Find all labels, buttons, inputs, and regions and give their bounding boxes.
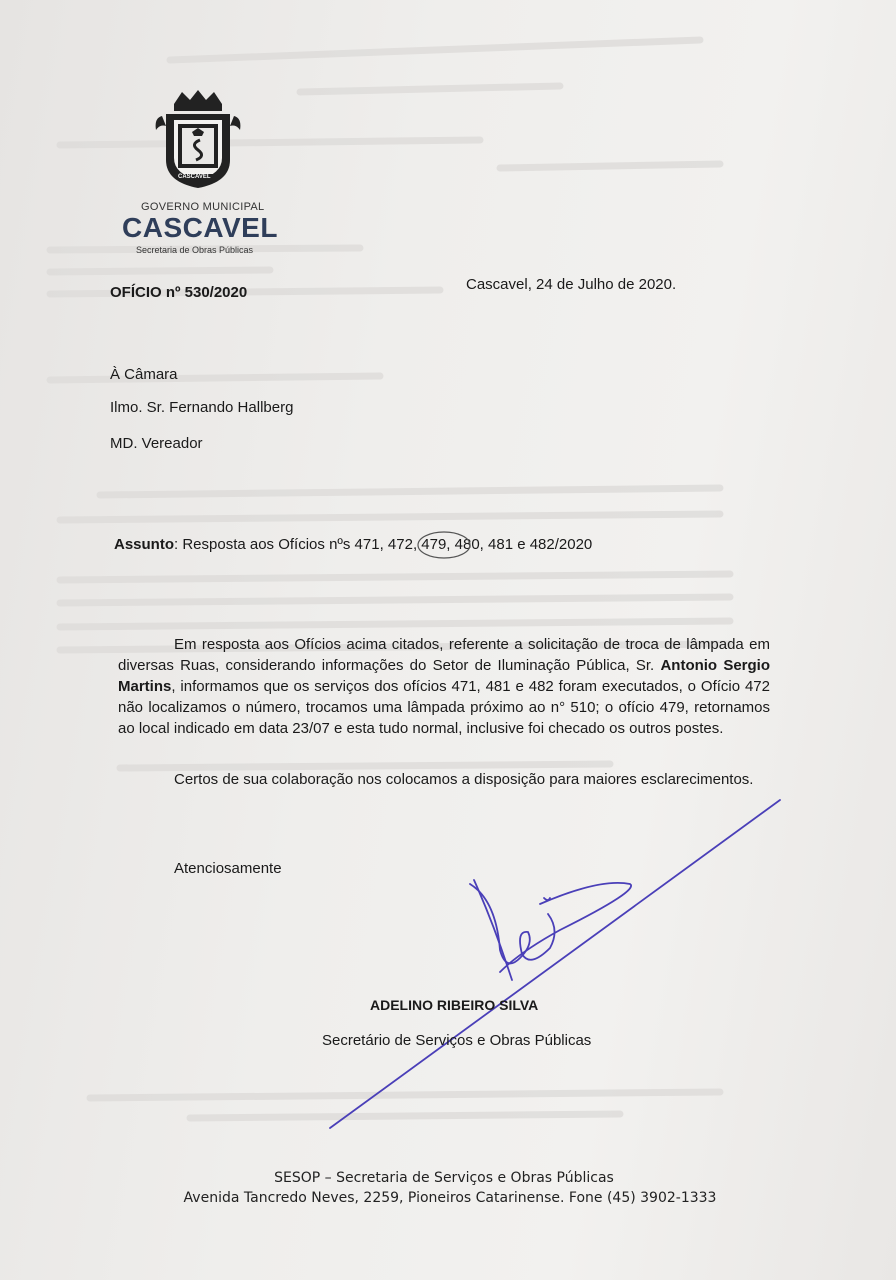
office-number: OFÍCIO nº 530/2020 <box>110 284 248 301</box>
recipient-line-1: À Câmara <box>110 366 178 383</box>
city-name: CASCAVEL <box>122 212 278 243</box>
signatory-name: ADELINO RIBEIRO SILVA <box>370 997 539 1013</box>
subject-label: Assunto <box>114 536 174 553</box>
closing-salutation: Atenciosamente <box>174 860 282 877</box>
crest-label: CASCAVEL <box>178 174 211 180</box>
recipient-line-2: Ilmo. Sr. Fernando Hallberg <box>110 399 294 416</box>
technician-name: Antonio Sergio Martins <box>118 657 770 695</box>
footer-line-1: SESOP – Secretaria de Serviços e Obras Públicas <box>274 1170 614 1186</box>
signatory-title: Secretário de Serviços e Obras Públicas <box>322 1032 592 1049</box>
footer-line-2: Avenida Tancredo Neves, 2259, Pioneiros Catarinense. Fone (45) 3902-1333 <box>183 1190 717 1206</box>
subject-text: : Resposta aos Ofícios nºs 471, 472, 479, 480, 481 e 482/2020 <box>174 536 593 553</box>
paragraph-1-rest: , informamos que os serviços dos ofícios 471, 481 e 482 foram executados, o Ofício 472 não localizamos o número, trocamos uma lâmpada próximo ao n° 510; o ofício 479, retornamos ao local indicado em data 23/07 e esta tudo normal, inclusive foi checado os outros postes. <box>118 678 770 737</box>
department-name: Secretaria de Obras Públicas <box>136 245 254 255</box>
body-paragraph-2: Certos de sua colaboração nos colocamos a disposição para maiores esclarecimentos. <box>174 771 754 788</box>
place-date: Cascavel, 24 de Julho de 2020. <box>466 276 677 293</box>
paragraph-1-intro: Em resposta aos Ofícios acima citados, referente a solicitação de troca de lâmpada em diversas Ruas, considerando informações do Setor de Iluminação Pública, Sr. <box>118 636 770 674</box>
recipient-line-3: MD. Vereador <box>110 435 203 452</box>
government-label: GOVERNO MUNICIPAL <box>141 201 265 213</box>
